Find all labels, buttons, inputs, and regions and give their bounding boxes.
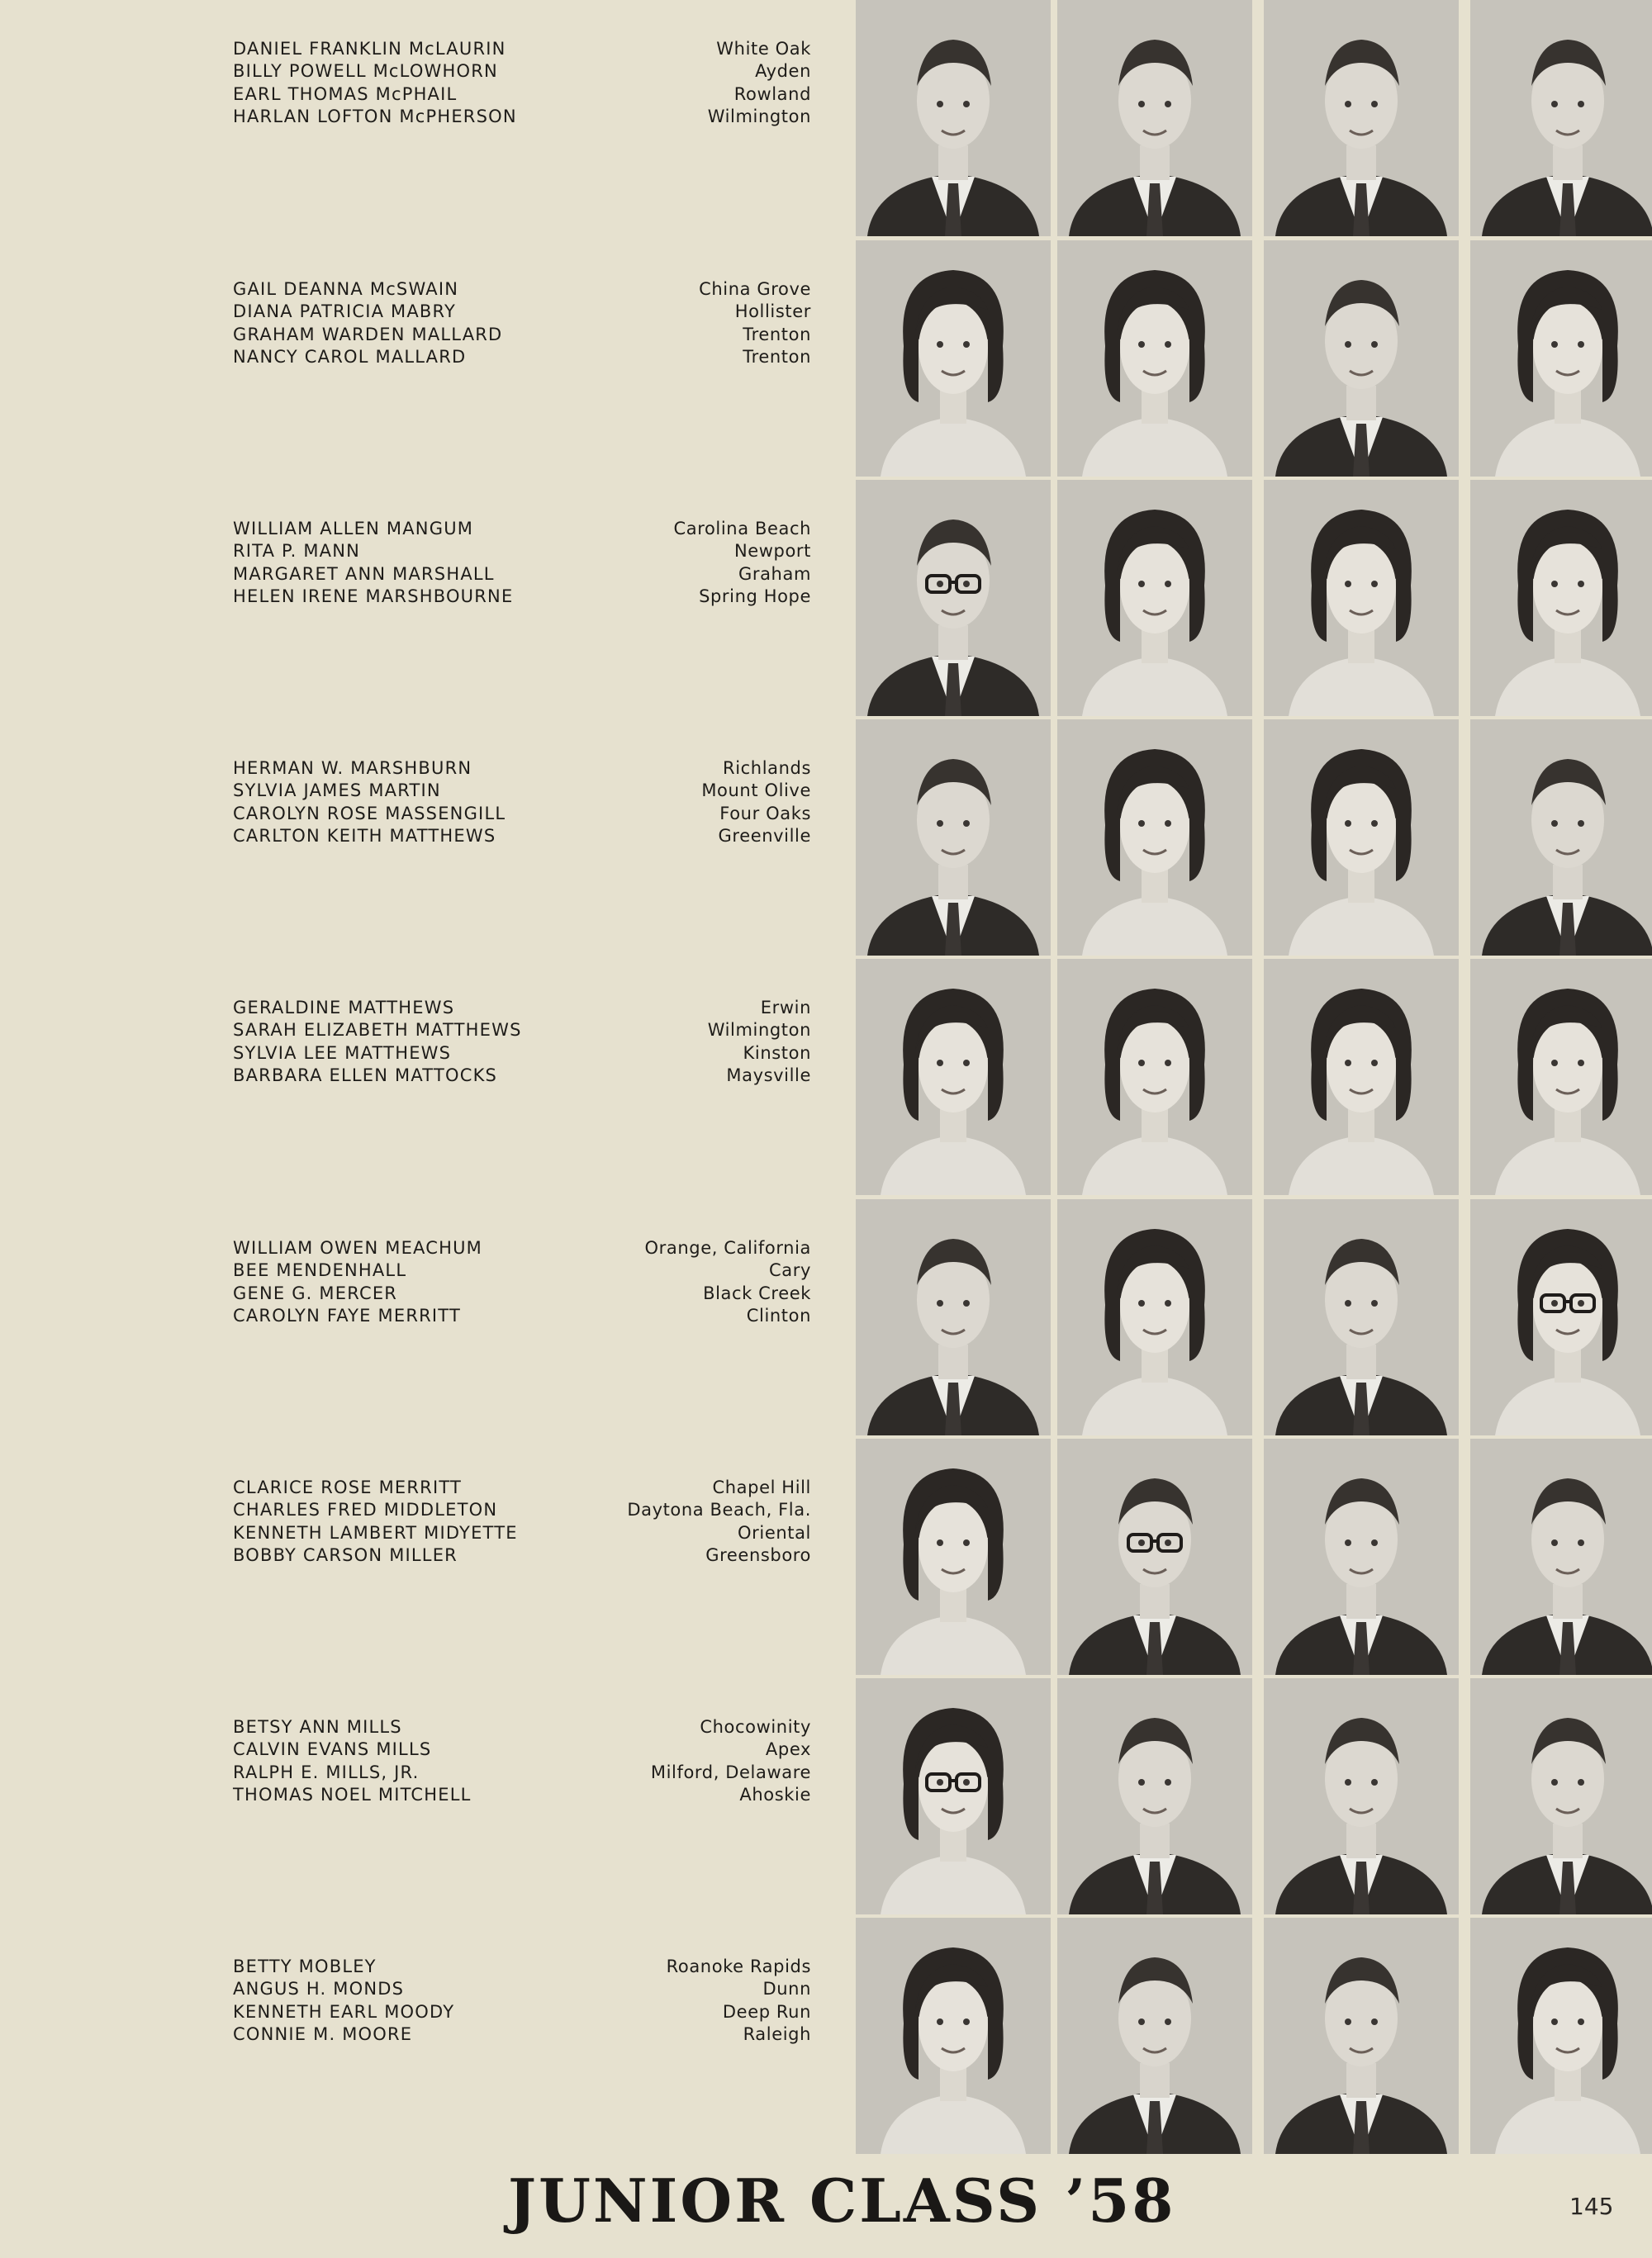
student-name: BOBBY CARSON MILLER xyxy=(233,1544,458,1565)
student-portrait xyxy=(1470,1199,1652,1435)
roster-group xyxy=(233,278,811,369)
student-name: EARL THOMAS McPHAIL xyxy=(233,83,458,104)
student-portrait xyxy=(1470,959,1652,1195)
roster-group xyxy=(233,1237,811,1328)
student-name: DANIEL FRANKLIN McLAURIN xyxy=(233,39,506,59)
hometown: Chocowinity xyxy=(700,1717,811,1737)
student-name: CONNIE M. MOORE xyxy=(233,2023,413,2044)
hometown: Milford, Delaware xyxy=(650,1762,811,1782)
student-name: CARLTON KEITH MATTHEWS xyxy=(233,825,496,846)
student-name: CLARICE ROSE MERRITT xyxy=(233,1478,463,1497)
hometown: Erwin xyxy=(760,998,811,1018)
hometown: Hollister xyxy=(734,301,811,322)
student-portrait xyxy=(1057,719,1252,956)
hometown: Apex xyxy=(765,1739,811,1760)
hometowns xyxy=(667,1956,811,2046)
student-portrait xyxy=(1470,1439,1652,1675)
hometown: Trenton xyxy=(743,346,811,367)
student-portrait xyxy=(1057,1199,1252,1435)
hometown: Wilmington xyxy=(707,1020,811,1041)
student-portrait xyxy=(1264,1199,1459,1435)
hometown: Greensboro xyxy=(705,1544,811,1565)
student-name: GAIL DEANNA McSWAIN xyxy=(233,279,459,299)
roster-group xyxy=(233,757,811,848)
student-name: DIANA PATRICIA MABRY xyxy=(233,301,457,322)
student-name: SARAH ELIZABETH MATTHEWS xyxy=(233,1020,522,1041)
portrait-grid xyxy=(856,0,1652,2117)
student-portrait xyxy=(1264,1918,1459,2154)
student-name: THOMAS NOEL MITCHELL xyxy=(233,1784,472,1805)
student-name: BARBARA ELLEN MATTOCKS xyxy=(233,1065,498,1085)
student-portrait xyxy=(1057,959,1252,1195)
roster-group xyxy=(233,997,811,1088)
student-name: GENE G. MERCER xyxy=(233,1283,398,1303)
roster-group xyxy=(233,1956,811,2047)
student-name: CHARLES FRED MIDDLETON xyxy=(233,1500,498,1520)
hometowns xyxy=(708,997,811,1087)
student-names xyxy=(233,1716,472,1806)
hometown: Black Creek xyxy=(703,1283,811,1303)
hometown: China Grove xyxy=(699,279,811,299)
student-portrait xyxy=(1057,0,1252,236)
student-portrait xyxy=(856,1439,1051,1675)
student-names xyxy=(233,1956,454,2046)
student-names xyxy=(233,518,513,608)
student-name: KENNETH EARL MOODY xyxy=(233,2001,455,2022)
hometown: Roanoke Rapids xyxy=(666,1957,811,1976)
student-portrait xyxy=(1470,480,1652,716)
student-portrait xyxy=(1470,240,1652,477)
hometown: Maysville xyxy=(726,1065,811,1085)
page-title: JUNIOR CLASS ’58 xyxy=(508,2165,1176,2236)
hometown: Ayden xyxy=(755,61,811,82)
hometown: Orange, California xyxy=(644,1238,811,1258)
student-name: GERALDINE MATTHEWS xyxy=(233,998,455,1018)
student-portrait xyxy=(856,719,1051,956)
hometown: Greenville xyxy=(718,825,811,846)
student-portrait xyxy=(856,240,1051,477)
hometown: Dunn xyxy=(762,1979,811,1999)
student-name: CAROLYN ROSE MASSENGILL xyxy=(233,803,506,823)
student-names xyxy=(233,757,506,847)
hometowns xyxy=(701,757,811,847)
hometowns xyxy=(699,278,811,368)
student-name: BEE MENDENHALL xyxy=(233,1260,407,1281)
hometown: Trenton xyxy=(743,324,811,344)
hometown: Daytona Beach, Fla. xyxy=(627,1500,811,1520)
student-portrait xyxy=(856,959,1051,1195)
student-portrait xyxy=(1470,719,1652,956)
hometown: Mount Olive xyxy=(701,780,811,801)
student-portrait xyxy=(1264,1678,1459,1914)
student-portrait xyxy=(856,1918,1051,2154)
hometown: Graham xyxy=(738,563,811,584)
student-names xyxy=(233,38,517,128)
hometown: Spring Hope xyxy=(699,586,811,606)
hometown: White Oak xyxy=(716,39,811,59)
hometowns xyxy=(645,1237,811,1327)
page-number: 145 xyxy=(1569,2193,1614,2220)
hometowns xyxy=(627,1477,811,1567)
student-names xyxy=(233,1237,482,1327)
student-name: HELEN IRENE MARSHBOURNE xyxy=(233,586,514,606)
student-name: CALVIN EVANS MILLS xyxy=(233,1739,432,1760)
student-name: BILLY POWELL McLOWHORN xyxy=(233,61,498,82)
roster-group xyxy=(233,1716,811,1807)
hometowns xyxy=(673,518,811,608)
student-portrait xyxy=(856,1678,1051,1914)
hometown: Ahoskie xyxy=(739,1784,811,1805)
student-portrait xyxy=(1264,959,1459,1195)
student-name: ANGUS H. MONDS xyxy=(233,1979,405,1999)
hometown: Four Oaks xyxy=(719,803,811,823)
roster-group xyxy=(233,518,811,609)
student-portrait xyxy=(1264,1439,1459,1675)
hometowns xyxy=(651,1716,811,1806)
hometown: Clinton xyxy=(746,1305,811,1326)
student-portrait xyxy=(856,1199,1051,1435)
student-portrait xyxy=(1057,1439,1252,1675)
student-portrait xyxy=(1264,0,1459,236)
student-portrait xyxy=(1057,1678,1252,1914)
student-name: SYLVIA JAMES MARTIN xyxy=(233,780,441,801)
student-names xyxy=(233,1477,518,1567)
student-name: RITA P. MANN xyxy=(233,541,361,562)
hometown: Kinston xyxy=(743,1042,811,1063)
hometown: Deep Run xyxy=(722,2001,811,2022)
student-names xyxy=(233,997,522,1087)
student-name: CAROLYN FAYE MERRITT xyxy=(233,1305,461,1326)
student-portrait xyxy=(1264,480,1459,716)
student-name: HARLAN LOFTON McPHERSON xyxy=(233,106,517,126)
hometown: Chapel Hill xyxy=(712,1478,811,1497)
student-name: HERMAN W. MARSHBURN xyxy=(233,758,472,778)
student-name: KENNETH LAMBERT MIDYETTE xyxy=(233,1522,518,1543)
student-name: MARGARET ANN MARSHALL xyxy=(233,563,495,584)
student-name: SYLVIA LEE MATTHEWS xyxy=(233,1042,452,1063)
hometown: Newport xyxy=(733,541,811,562)
student-portrait xyxy=(856,0,1051,236)
hometown: Rowland xyxy=(733,83,811,104)
student-name: GRAHAM WARDEN MALLARD xyxy=(233,324,503,344)
roster-group xyxy=(233,38,811,129)
student-name: BETSY ANN MILLS xyxy=(233,1717,402,1737)
student-portrait xyxy=(1264,719,1459,956)
student-portrait xyxy=(1470,0,1652,236)
student-name: BETTY MOBLEY xyxy=(233,1957,377,1976)
hometowns xyxy=(708,38,811,128)
student-name: WILLIAM ALLEN MANGUM xyxy=(233,519,474,538)
student-name: NANCY CAROL MALLARD xyxy=(233,346,467,367)
student-name: RALPH E. MILLS, JR. xyxy=(233,1762,420,1782)
student-portrait xyxy=(1057,1918,1252,2154)
hometown: Raleigh xyxy=(743,2023,811,2044)
student-name: WILLIAM OWEN MEACHUM xyxy=(233,1238,482,1258)
roster-group xyxy=(233,1477,811,1568)
hometown: Carolina Beach xyxy=(673,519,811,538)
hometown: Richlands xyxy=(723,758,811,778)
hometown: Wilmington xyxy=(707,106,811,126)
student-portrait xyxy=(1057,240,1252,477)
student-portrait xyxy=(1264,240,1459,477)
student-portrait xyxy=(1470,1678,1652,1914)
student-portrait xyxy=(856,480,1051,716)
hometown: Oriental xyxy=(738,1522,811,1543)
student-portrait xyxy=(1470,1918,1652,2154)
student-names xyxy=(233,278,502,368)
hometown: Cary xyxy=(769,1260,811,1281)
student-portrait xyxy=(1057,480,1252,716)
